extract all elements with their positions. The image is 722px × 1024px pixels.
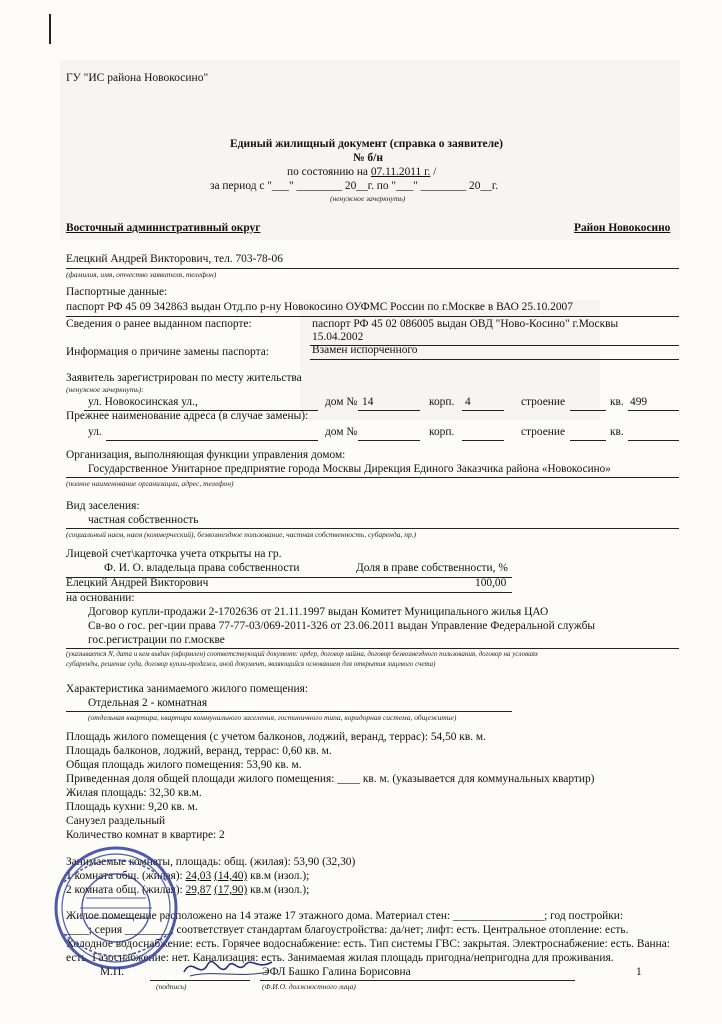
prev-kv-label: кв. — [610, 426, 624, 438]
underline — [358, 440, 420, 441]
prev-street-label: ул. — [88, 426, 102, 438]
owner-column-header: Ф. И. О. владельца права собственности — [104, 562, 300, 574]
registration-note: (ненужное зачеркнуть): — [66, 385, 144, 394]
house-value: 14 — [362, 396, 374, 408]
passport-label: Паспортные данные: — [66, 286, 168, 298]
basis-caption-2: субаренды, решение суда, договор купли-продажи, иной документ, являющийся основанием для открытия лицевого счета) — [66, 660, 436, 668]
basis-line-3: гос.регистрации по г.москве — [88, 634, 225, 646]
share-column-header: Доля в праве собственности, % — [356, 562, 508, 574]
official-name: ЭФЛ Башко Галина Борисовна — [262, 966, 411, 978]
as-of-line: по состоянию на 07.11.2011 г. / — [287, 166, 437, 178]
premises-caption: (отдельная квартира, квартира коммунального заселения, гостиничного типа, коридорная система, общежитие) — [88, 713, 457, 722]
basis-line-1: Договор купли-продажи 2-1702636 от 21.11.1997 выдан Комитет Муниципального жилья ЦАО — [88, 606, 549, 618]
account-label: Лицевой счет\карточка учета открыты на гр. — [66, 548, 282, 560]
applicant-caption: (фамилия, имя, отчество заявителя, телефон) — [66, 270, 217, 279]
document-title: Единый жилищный документ (справка о заявителе) — [230, 138, 503, 150]
prev-house-label: дом № — [325, 426, 358, 438]
as-of-date: 07.11.2011 г. — [370, 166, 431, 178]
area-line: Площадь жилого помещения (с учетом балконов, лоджий, веранд, террас): 54,50 кв. м. — [66, 731, 486, 743]
underline — [66, 528, 679, 529]
underline — [358, 410, 420, 411]
bleed-through-shadow — [60, 60, 680, 240]
settlement-label: Вид заселения: — [66, 500, 140, 512]
period-line: за период с "___" ________ 20__г. по "___" ________ 20__г. — [210, 180, 499, 192]
room-2: 2 комната общ. (жилая): 29,87 (17,90) кв.м (изол.); — [66, 884, 310, 896]
org-name: ГУ "ИС района Новокосино" — [66, 72, 209, 84]
underline — [66, 648, 679, 649]
underline — [310, 359, 679, 360]
area-line: Санузел раздельный — [66, 815, 166, 827]
str-label: строение — [521, 396, 566, 408]
underline — [628, 410, 679, 411]
prev-korp-label: корп. — [429, 426, 455, 438]
management-label: Организация, выполняющая функции управления домом: — [66, 449, 346, 461]
signature-caption: (подпись) — [156, 982, 187, 991]
underline — [628, 440, 679, 441]
settlement-value: частная собственность — [88, 514, 199, 526]
management-caption: (полное наименование организации, адрес, телефон) — [66, 479, 234, 488]
room-1: 1 комната общ. (жилая): 24,03 (14,40) кв.м (изол.); — [66, 870, 310, 882]
prev-address-label: Прежнее наименование адреса (в случае замены): — [66, 410, 309, 422]
okrug-label: Восточный административный округ — [66, 222, 261, 234]
area-line: Общая площадь жилого помещения: 53,90 кв. м. — [66, 759, 302, 771]
premises-value: Отдельная 2 - комнатная — [88, 697, 208, 709]
document-number: № б/н — [353, 152, 384, 164]
area-line: Жилая площадь: 32,30 кв.м. — [66, 787, 202, 799]
prev-passport-value-1: паспорт РФ 45 02 086005 выдан ОВД "Ново-Косино" г.Москвы — [312, 318, 619, 330]
building-line: Жилое помещение расположено на 14 этаже 17 этажного дома. Материал стен: ________________; год постройки: — [66, 910, 624, 922]
margin-mark — [49, 14, 51, 44]
page-number: 1 — [636, 966, 642, 978]
period-note: (ненужное зачеркнуть) — [330, 194, 406, 203]
basis-caption-1: (указывается N, дата и кем выдан (оформлен) соответствующий документ: ордер, договор найма, договор безвозмездного пользования, договор на условиях — [66, 650, 539, 658]
reason-value: Взамен испорченного — [312, 344, 418, 356]
mp-label: М.П. — [100, 966, 125, 978]
official-caption: (Ф.И.О. должностного лица) — [262, 982, 356, 991]
area-line: Количество комнат в квартире: 2 — [66, 829, 225, 841]
passport-value: паспорт РФ 45 09 342863 выдан Отд.по р-ну Новокосино ОУФМС России по г.Москве в ВАО 25.10.2007 — [66, 301, 573, 313]
kv-value: 499 — [630, 396, 648, 408]
area-line: Площадь кухни: 9,20 кв. м. — [66, 801, 198, 813]
basis-line-2: Св-во о гос. рег-ции права 77-77-03/069-2011-326 от 23.06.2011 выдан Управление Федеральной службы — [88, 620, 596, 632]
underline — [462, 410, 504, 411]
rayon-label: Район Новокосино — [574, 222, 671, 234]
underline — [66, 316, 679, 317]
area-line: Приведенная доля общей площади жилого помещения: ____ кв. м. (указывается для коммунальных квартир) — [66, 773, 595, 785]
settlement-caption: (социальный наем, наем (коммерческий), безвозмездное пользование, частная собственность, субаренда, пр.) — [66, 530, 417, 539]
prev-str-label: строение — [521, 426, 566, 438]
owner-name: Елецкий Андрей Викторович — [66, 577, 209, 589]
owner-share: 100,00 — [475, 577, 507, 589]
premises-label: Характеристика занимаемого жилого помещения: — [66, 683, 308, 695]
korp-label: корп. — [429, 396, 455, 408]
house-label: дом № — [325, 396, 358, 408]
underline — [106, 440, 318, 441]
registration-label: Заявитель зарегистрирован по месту жительства — [66, 372, 302, 384]
underline — [570, 440, 606, 441]
underline — [66, 477, 679, 478]
underline — [66, 711, 512, 712]
kv-label: кв. — [610, 396, 624, 408]
underline — [66, 268, 679, 269]
occupied-rooms: Занимаемые комнаты, площадь: общ. (жилая): 53,90 (32,30) — [66, 856, 356, 868]
official-stamp — [50, 842, 182, 974]
korp-value: 4 — [465, 396, 471, 408]
underline — [570, 410, 606, 411]
handwritten-signature — [180, 950, 276, 984]
basis-label: на основании: — [66, 592, 135, 604]
street-value: ул. Новокосинская ул., — [88, 396, 198, 408]
underline — [462, 440, 504, 441]
underline — [260, 980, 575, 981]
building-line: ____; серия ________; соответствует стандартам благоустройства: да/нет; лифт: есть. Центральное отопление: есть. — [66, 924, 629, 936]
management-value: Государственное Унитарное предприятие города Москвы Дирекция Единого Заказчика района «Новокосино» — [88, 463, 611, 475]
building-line: Холодное водоснабжение: есть. Горячее водоснабжение: есть. Тип системы ГВС: закрытая. Электроснабжение: есть. Ванна: — [66, 938, 670, 950]
applicant-value: Елецкий Андрей Викторович, тел. 703-78-06 — [66, 253, 283, 265]
prev-passport-value-2: 15.04.2002 — [312, 331, 364, 343]
area-line: Площадь балконов, лоджий, веранд, террас: 0,60 кв. м. — [66, 745, 332, 757]
prev-passport-label: Сведения о ранее выданном паспорте: — [66, 318, 252, 330]
reason-label: Информация о причине замены паспорта: — [66, 346, 269, 358]
building-line: есть. Газоснабжение: нет. Канализация: есть. Занимаемая жилая площадь пригодна/непригодна для проживания. — [66, 952, 614, 964]
